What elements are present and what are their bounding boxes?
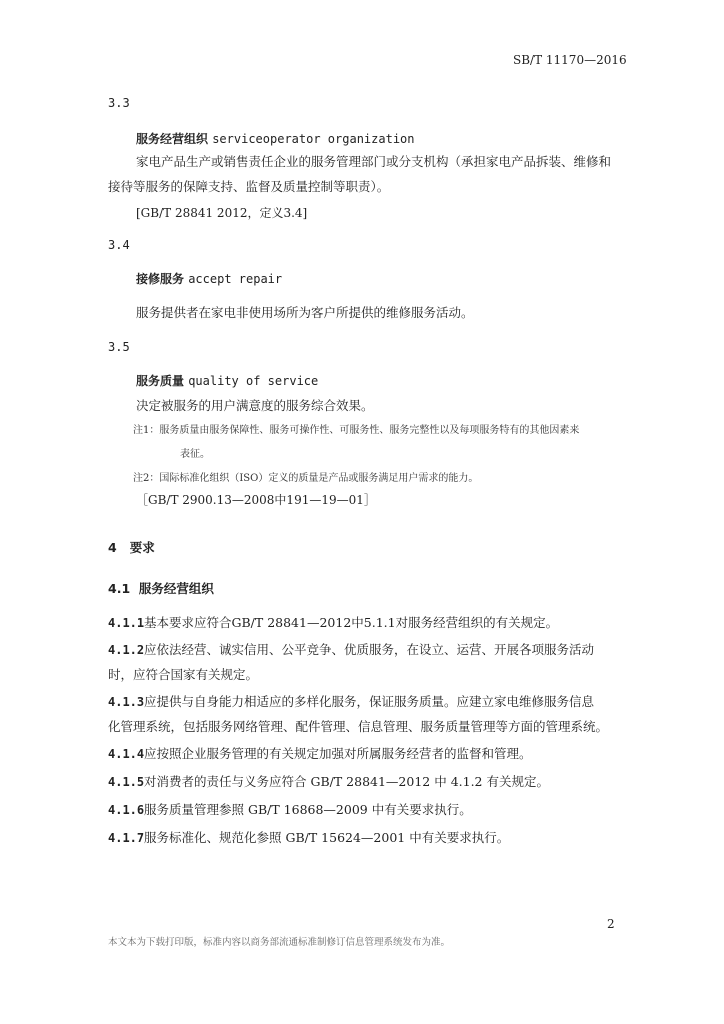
term-english: accept repair: [188, 272, 283, 286]
clause: [108, 800, 472, 818]
subsection-title: 服务经营组织: [138, 581, 214, 596]
clause-number: 4.1.1: [108, 616, 145, 630]
section-heading: [108, 538, 155, 556]
term-english: quality of service: [188, 374, 319, 388]
clause-line: 基本要求应符合GB/T 28841—2012中5.1.1对服务经营组织的有关规定。: [144, 615, 559, 630]
clause-number: 4.1.5: [108, 775, 145, 789]
note-line: 注1：服务质量由服务保障性、服务可操作性、可服务性、服务完整性以及每项服务特有的其他因素来: [133, 425, 580, 436]
term-chinese: 服务经营组织: [136, 132, 209, 146]
clause: [108, 692, 594, 710]
term-chinese: 接修服务: [136, 272, 185, 286]
section-title: 要求: [129, 540, 155, 555]
clause-line: 应按照企业服务管理的有关规定加强对所属服务经营者的监督和管理。: [144, 746, 532, 761]
clause-number: 4.1.6: [108, 803, 145, 817]
term-title: [136, 270, 282, 287]
definition-line: 决定被服务的用户满意度的服务综合效果。: [136, 398, 374, 413]
term-english: serviceoperator organization: [212, 132, 415, 146]
definition-line: 服务提供者在家电非使用场所为客户所提供的维修服务活动。: [136, 305, 474, 320]
standard-number: SB/T 11170—2016: [513, 53, 627, 67]
clause-line: 服务标准化、规范化参照 GB/T 15624—2001 中有关要求执行。: [144, 830, 510, 845]
clause-number: 4.1.4: [108, 747, 145, 761]
definition-line: 家电产品生产或销售责任企业的服务管理部门或分支机构（承担家电产品拆装、维修和: [136, 154, 612, 169]
clause-number: 4.1.3: [108, 695, 145, 709]
clause: [108, 744, 532, 762]
clause-number: 4.1.7: [108, 831, 145, 845]
clause-line: 化管理系统，包括服务网络管理、配件管理、信息管理、服务质量管理等方面的管理系统。: [108, 719, 609, 734]
term-title: [136, 372, 318, 389]
clause: [108, 772, 549, 790]
clause-line: 对消费者的责任与义务应符合 GB/T 28841—2012 中 4.1.2 有关规定。: [144, 774, 549, 789]
clause: [108, 613, 558, 631]
term-number: 3.5: [108, 340, 130, 354]
term-title: [136, 130, 415, 147]
clause-line: 应提供与自身能力相适应的多样化服务，保证服务质量。应建立家电维修服务信息: [144, 694, 595, 709]
clause-line: 服务质量管理参照 GB/T 16868—2009 中有关要求执行。: [144, 802, 472, 817]
term-number: 3.3: [108, 96, 130, 110]
clause: [108, 640, 594, 658]
section-number: 4: [108, 540, 117, 555]
clause-number: 4.1.2: [108, 643, 145, 657]
page-number: 2: [607, 917, 615, 931]
subsection-heading: [108, 579, 214, 597]
clause: [108, 828, 509, 846]
reference: ［GB/T 2900.13—2008中191—19—01］: [136, 493, 376, 507]
term-number: 3.4: [108, 238, 130, 252]
footer-note: 本文本为下载打印版，标准内容以商务部流通标准制修订信息管理系统发布为准。: [108, 937, 451, 948]
note-line: 注2：国际标准化组织（ISO）定义的质量是产品或服务满足用户需求的能力。: [133, 473, 479, 484]
subsection-number: 4.1: [108, 581, 131, 596]
clause-line: 时，应符合国家有关规定。: [108, 667, 259, 682]
note-line: 表征。: [180, 449, 210, 460]
definition-line: 接待等服务的保障支持、监督及质量控制等职责）。: [108, 179, 390, 194]
reference: [GB/T 28841 2012，定义3.4]: [136, 206, 308, 220]
term-chinese: 服务质量: [136, 374, 185, 388]
clause-line: 应依法经营、诚实信用、公平竞争、优质服务，在设立、运营、开展各项服务活动: [144, 642, 595, 657]
